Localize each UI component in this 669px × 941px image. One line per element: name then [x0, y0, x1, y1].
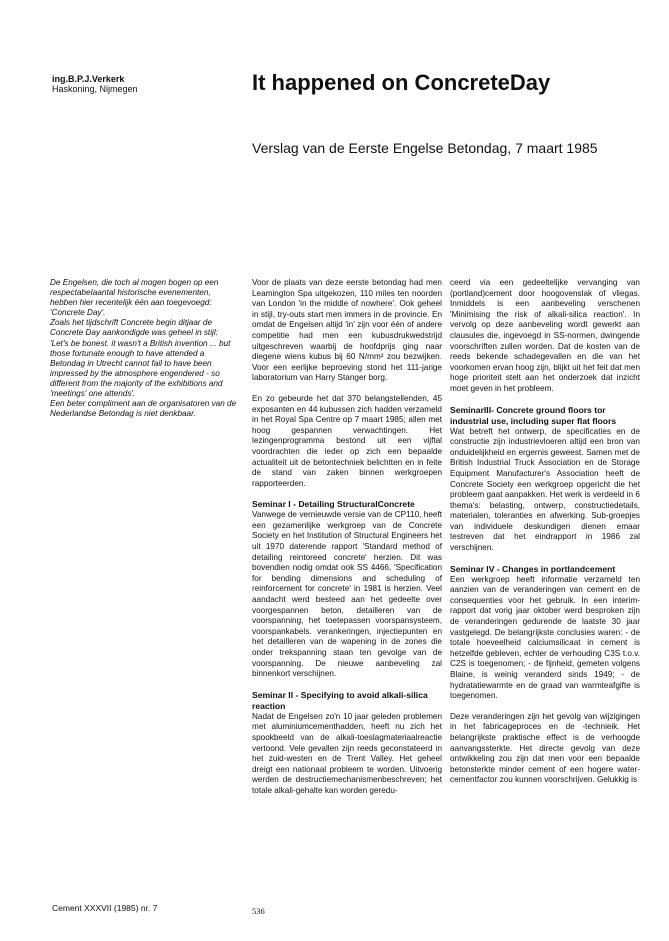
lead-paragraph: Een beter compliment aan de organisatoren van de Nederlandse Betondag is niet denkbaar.	[50, 399, 237, 419]
body-paragraph: En zo gebeurde het dat 370 belangstellenden, 45 exposanten en 44 kubussen zich hadden verzameld in het Royal Spa Centre op 7 maart 1985; allen met hoog gespannen verwachtingen. Het lezingenprogramma bestond uit een vijftal voordrachten die ieder op zich een bepaalde actualiteit uit de betontechniek belichtten en in feite de stand van zaken binnen werkgroepen rapporteerden.	[252, 393, 442, 488]
article-title: It happened on ConcreteDay	[252, 70, 551, 95]
lead-paragraph: De Engelsen, die toch al mogen bogen op een respectabeIaantal historische evenementen, hebben hier recentelijk één aan toegevoegd: 'Concrete Day'.	[50, 278, 219, 318]
body-paragraph: Nadat de Engelsen zo'n 10 jaar geleden problemen met aluminiumcementhadden, heeft nu zich het spookbeeld van de alkali-toeslagmateriaalreactie vertoond. Vele gevallen zijn reeds geconstateerd in het zuid-westen en de Trent Valley. Het geheel dreigt een nationaal probleem te worden. Uitvoerig werden de destructiemechanismenbeschreven; het totale alkali-gehalte kan worden geredu-	[252, 711, 442, 795]
body-paragraph: Deze veranderingen zijn het gevolg van wijzigingen in het fabricageproces en de -technieik. Het belangrijkste praktische effect is de verhoogde aanvangssterkte. Het directe gevolg van deze ontwikkeling zou zijn dat men voor een bepaalde betonsterkte minder cement of een hogere water-cementfactor zou kunnen voorschrijven. Gelukkig is	[450, 711, 640, 785]
lead-paragraph: Zoals het tijdschrift Concrete begin ditjaar de Concrete Day aankondigde was geheel in stijl:	[50, 318, 218, 338]
section-heading: Seminar IV - Changes in portlandcement	[450, 563, 616, 574]
author-block	[52, 74, 212, 94]
page-number: 536	[252, 906, 265, 916]
section-heading: Seminar II - Specifying to avoid alkali-silica reaction	[252, 689, 428, 711]
body-paragraph: Vanwege de vernieuwde versie van de CP110, heeft een gezamenlijke werkgroep van de Concrete Society en het Institution of Structural Engineers het uit 1970 daterende rapport 'Standard method of detailing reintoreed concrete' herzien. Dit was bovendien nodig omdat ook SS 4466, 'Specification for bending dimensions and scheduling of reinforcement for concrete' in 1981 is herzien. Veel aandacht werd besteed aan het gedeelte over voorgespannen beton, detailleren van de voorspanning, het toetepassen voorspansysteem, voorspankabels. verankeringen, injectiepunten en het detailleren van de wapening in de zones die onder trekspanning staan ten gevolge van de voorspanning. De nieuwe aanbeveling zal binnenkort verschijnen.	[252, 510, 442, 679]
lead-column	[50, 278, 238, 419]
author-name: ing.B.P.J.Verkerk	[52, 74, 125, 84]
author-affiliation: Haskoning, Nijmegen	[52, 84, 138, 94]
lead-paragraph: 'Let's be bonest. it wasn't a British invention ... but those fortunate enough to have attended a Betondag in Utrecht cannot fail to have been impressed by the atmosphere engendered - so different from the majority of the exhibitions and 'meetings' one attends'.	[50, 338, 231, 399]
section-heading: SeminarIII- Concrete ground floors tor industrial use, including super flat floors	[450, 404, 617, 426]
section-heading: Seminar I - Detailing StructuralConcrete	[252, 499, 415, 510]
article-subtitle: Verslag van de Eerste Engelse Betondag, 7 maart 1985	[252, 140, 598, 156]
body-paragraph: Wat betreft het ontwerp, de specificaties en de constructie zijn industrievloeren altijd een bron van onduidelijkheid en ergernis geweest. Samen met de British Industrial Truck Association en de Storage Equipment Manufacturer's Association heeft de Concrete Society een werkgroep opgericht die het probleem gaat aanpakken. Het werk is verdeeld in 6 thema's: belasting, ontwerp, constructiedetails, materialen, toleranties en afwerking. Sub-groepjes van individuele deskundigen dienen emaar testreven dat het eindrapport in 1986 zal verschijnen.	[450, 426, 640, 553]
body-column-middle	[252, 278, 442, 807]
body-paragraph: Een werkgroep heeft informatie verzameld ten aanzien van de veranderingen van cement en de consequenties voor het gebruik. In een interim-rapport dat vorig jaar oktober werd besproken zijn de veranderingen gedurende de laatste 30 jaar vastgelegd. De belangrijkste conclusies waren: - de totale hoeveelheid calciumsilicaat in cement is hetzelfde gebleven, echter de verhouding C3S t.o.v. C2S is toegenomen; - de fijnheid, gemeten volgens Blaine, is weinig veranderd sinds 1949; - de hydratatiewarmte en de graad van warmteafgifte is toegenomen.	[450, 574, 640, 701]
journal-footer: Cement XXXVII (1985) nr. 7	[52, 903, 158, 913]
body-paragraph: Voor de plaats van deze eerste betondag had men Leamington Spa uitgekozen, 110 miles ten noorden van London 'in the middle of nowhere'. Ook geheel in stijl, try-outs start men immers in de provincie. En omdat de Engelsen altijd 'in' zijn voor één of andere competitie had men een kubusdrukwedstrijd uitgeschreven waarbij de hoofdprijs ging naar diegene wiens kubus bij 60 N/mm² zou bezwijken. Voor een eerlijke beproeving stond het 111-jarige laboratorium van Harry Stanger borg.	[252, 278, 442, 383]
body-column-right	[450, 278, 640, 796]
body-paragraph: ceerd via een gedeeltelijke vervanging van (portland)cement door hoogovenslak of vliegas. Inmiddels is een aanbeveling verschenen 'Minimising the risk of alkali-silica reaction'. In vervolg op deze aanbeveling wordt gewerkt aan clausules die, ingevoegd in SS-normen, dwingende voorschriften zullen worden. Dat de kosten van de reeds bekende schadegevallen en die van het voorkomen ervan hoog zijn, blijkt uit het feit dat men hoge prioriteit stelt aan het onderzoek dat inzicht moet geven in het probleem.	[450, 278, 640, 393]
